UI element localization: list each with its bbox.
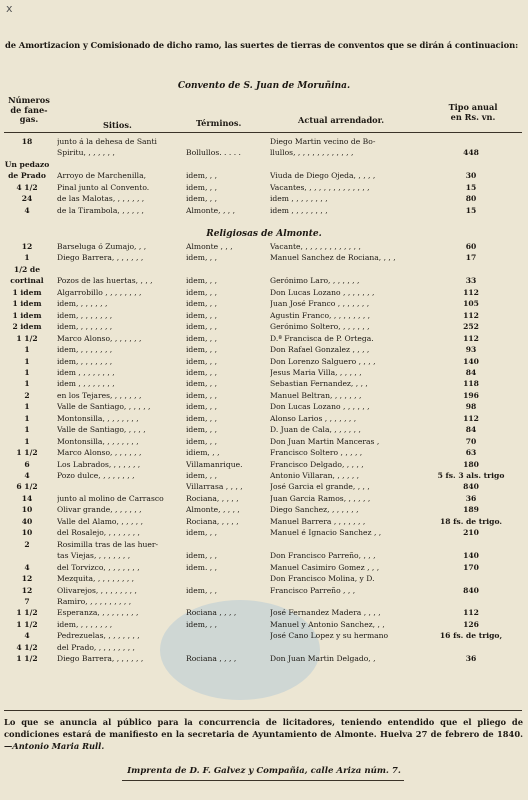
cell-v: 112 [463, 287, 479, 297]
cell-t: Almonte , , , [186, 242, 233, 251]
table-row [0, 264, 528, 275]
cell-a: José Garcia el grande, , , , [270, 482, 370, 492]
cell-a: Manuel Casimiro Gomez , , , [270, 562, 380, 572]
table-row [0, 619, 528, 630]
cell-t: idem, , , [186, 425, 218, 435]
table-row [0, 333, 528, 344]
section-title-religiosas: Religiosas de Almonte. [206, 229, 322, 239]
cell-n: 6 1/2 [16, 482, 38, 492]
cell-n: 1/2 de [13, 264, 41, 274]
cell-v: 36 [465, 654, 477, 664]
cell-a: idem , , , , , , , , [270, 205, 328, 215]
cell-n: 6 [24, 459, 30, 469]
cell-s: Diego Barrera, , , , , , , [57, 253, 144, 263]
table-row [0, 573, 528, 584]
cell-s: Montonsilla, , , , , , , , [57, 413, 139, 423]
cell-t: Bollullos. . . . . [186, 148, 241, 158]
cell-s: Olivarejos, , , , , , , , , [57, 585, 137, 595]
cell-v: 112 [463, 310, 479, 320]
table-row [0, 252, 528, 263]
table-row [0, 310, 528, 321]
cell-t: idem, , , [186, 390, 218, 400]
cell-n: 1 1/2 [16, 333, 38, 343]
cell-s: Mezquita, , , , , , , , , [57, 574, 135, 584]
cell-s: Diego Barrera, , , , , , , [57, 654, 144, 664]
cell-v: 5 fs. 3 als. trigo [437, 471, 505, 480]
cell-s: en los Tejares, , , , , , , [57, 390, 142, 400]
cell-a: Manuel é Ignacio Sanchez , , [270, 528, 382, 538]
cell-a: Francisco Delgado, , , , , [270, 459, 364, 469]
cell-t: idem, , , [186, 356, 218, 366]
table-row [0, 287, 528, 298]
cell-a: Don Juan Martin Manceras , [270, 436, 380, 446]
cell-t: idem, , , [186, 528, 218, 538]
cell-n: 4 [24, 631, 30, 641]
cell-v: 70 [465, 436, 477, 446]
cell-t: idiem, , , [186, 448, 220, 458]
cell-t: idem, , , [186, 253, 218, 263]
cell-a: Gerónimo Laro, , , , , , , [270, 276, 360, 286]
cell-a: Manuel Beltran, , , , , , , [270, 390, 362, 400]
cell-a: José Fernandez Madera , , , , [270, 608, 381, 618]
cell-s: idem, , , , , , , , [57, 310, 113, 320]
cell-t: Rociana , , , , [186, 608, 237, 618]
cell-a: Antonio Villaran, , , , , , [270, 471, 360, 480]
cell-n: 24 [21, 194, 33, 204]
imprint: Imprenta de D. F. Galvez y Compañia, calle Ariza núm. 7. [127, 766, 401, 776]
cell-n: 14 [21, 493, 33, 503]
cell-t: idem, , , [186, 619, 218, 629]
table-row [0, 136, 528, 147]
cell-n: 4 1/2 [16, 642, 38, 652]
cell-v: 196 [463, 390, 479, 400]
cell-t: idem, , , [186, 194, 218, 204]
table-row [0, 481, 528, 492]
cell-s: del Torvizco, , , , , , , , [57, 562, 140, 572]
cell-s: Spiritu, , , , , , , [57, 148, 115, 158]
header-numeros-line2: de fane- [10, 104, 48, 115]
cell-n: 2 [24, 539, 30, 549]
cell-n: 1 [24, 356, 30, 366]
cell-a: Agustin Franco, , , , , , , , , [270, 310, 371, 320]
table-row [0, 424, 528, 435]
cell-t: idem, , , [186, 276, 218, 286]
cell-a: Juan Garcia Ramos, , , , , , [270, 493, 371, 503]
cell-n: 1 [24, 253, 30, 263]
cell-n: de Prado [8, 171, 46, 181]
cell-n: 4 1/2 [16, 182, 38, 192]
cell-v: 63 [465, 448, 477, 458]
table-row [0, 401, 528, 412]
cell-n: 1 idem [12, 310, 42, 320]
cell-s: Los Labrados, , , , , , , [57, 459, 141, 469]
cell-a: Diego Martin vecino de Bo- [270, 137, 376, 146]
cell-n: 1 [24, 379, 30, 389]
cell-v: 15 [465, 182, 477, 192]
cell-v: 118 [463, 379, 479, 389]
cell-v: 84 [465, 425, 477, 435]
cell-s: Pinal junto al Convento. [57, 182, 150, 192]
cell-s: Pozo dulce, , , , , , , , [57, 471, 135, 480]
cell-s: Barseluga ó Zumajo, , , [57, 242, 147, 251]
table-row [0, 653, 528, 664]
cell-t: idem, , , [186, 471, 218, 480]
cell-a: Don Rafael Gonzalez , , , , [270, 345, 370, 355]
table-row [0, 275, 528, 286]
cell-s: del Prado, , , , , , , , , [57, 642, 135, 652]
cell-s: Pozos de las huertas, , , , [57, 276, 153, 286]
table-row [0, 367, 528, 378]
cell-n: 1 [24, 402, 30, 412]
cell-a: D.ª Francisca de P. Ortega. [270, 333, 374, 343]
cell-n: 10 [21, 505, 33, 515]
header-tipo-line1: Tipo anual [448, 102, 498, 112]
cell-a: Manuel y Antonio Sanchez, , , [270, 619, 385, 629]
cell-a: Vacante, , , , , , , , , , , , , [270, 242, 361, 251]
cell-v: 180 [463, 459, 479, 469]
cell-v: 105 [463, 299, 479, 309]
cell-v: 30 [465, 171, 477, 181]
table-row [0, 205, 528, 216]
cell-v: 98 [465, 402, 477, 412]
table-row [0, 170, 528, 181]
cell-n: 7 [24, 596, 30, 606]
cell-v: 840 [463, 585, 479, 595]
table-row [0, 562, 528, 573]
cell-t: idem, , , [186, 436, 218, 446]
cell-t: Rociana, , , , , [186, 516, 239, 526]
cell-s: Rosimilla tras de las huer- [57, 539, 159, 549]
cell-a: Jesus Maria Villa, , , , , , [270, 367, 362, 377]
cell-n: cortinal [10, 276, 44, 286]
closing-rule [4, 710, 522, 711]
cell-t: Villarrasa , , , , [186, 482, 243, 492]
header-sitios: Sitios. [103, 120, 132, 130]
header-arrendador: Actual arrendador. [298, 115, 385, 125]
cell-v: 18 fs. de trigo. [439, 516, 503, 526]
cell-n: 1 1/2 [16, 608, 38, 618]
cell-a: Francisco Soltero , , , , , [270, 448, 363, 458]
cell-v: 17 [465, 253, 477, 263]
cell-s: idem, , , , , , , , [57, 619, 113, 629]
cell-s: Algarrobillo , , , , , , , , [57, 287, 142, 297]
cell-s: del Rosalejo, , , , , , , , [57, 528, 140, 538]
cell-a: llullos, , , , , , , , , , , , , [270, 148, 354, 158]
table-row [0, 516, 528, 527]
cell-t: Almonte, , , , , [186, 505, 240, 515]
closing-text: Lo que se anuncia al público para la concurrencia de licitadores, teniendo entendido que el pliego de condiciones estará de manifiesto en la secretaria de Ayuntamiento de Almonte. Huelva 27 de febrero de 1840.— [4, 717, 523, 751]
cell-n: 1 1/2 [16, 619, 38, 629]
cell-a: Gerónimo Soltero, , , , , , , [270, 322, 370, 332]
table-row [0, 298, 528, 309]
cell-n: 4 [24, 205, 30, 215]
table-row [0, 585, 528, 596]
table-row [0, 539, 528, 550]
cell-n: 12 [21, 242, 33, 251]
table-row [0, 390, 528, 401]
cell-v: 93 [465, 345, 477, 355]
cell-v: 112 [463, 608, 479, 618]
cell-a: D. Juan de Cala, , , , , , , [270, 425, 361, 435]
cell-s: Valle de Santiago, , , , , [57, 425, 146, 435]
cell-t: idem, , , [186, 379, 218, 389]
cell-t: Rociana, , , , , [186, 493, 239, 503]
cell-a: Don Juan Martin Delgado, , [270, 654, 376, 664]
cell-n: 2 [24, 390, 30, 400]
header-numeros-line1: Números [8, 95, 50, 105]
table-row [0, 241, 528, 252]
cell-s: Valle del Alamo, , , , , , [57, 516, 144, 526]
cell-a: Don Lorenzo Salguero , , , , [270, 356, 376, 366]
cell-t: idem, , , [186, 367, 218, 377]
cell-a: Manuel Sanchez de Rociana, , , , [270, 253, 396, 263]
table-row [0, 447, 528, 458]
table-row [0, 493, 528, 504]
table-row [0, 344, 528, 355]
cell-n: 4 [24, 471, 30, 480]
closing-signature: Antonio Maria Rull. [12, 741, 105, 751]
cell-s: de las Malotas, , , , , , , [57, 194, 145, 204]
cell-a: idem , , , , , , , , [270, 194, 328, 204]
cell-n: 40 [21, 516, 33, 526]
cell-v: 840 [463, 482, 479, 492]
cell-n: Un pedazo [4, 159, 50, 169]
cell-n: 18 [21, 137, 33, 146]
cell-v: 15 [465, 205, 477, 215]
table-row [0, 642, 528, 653]
cell-a: Manuel Barrera , , , , , , , [270, 516, 366, 526]
cell-a: Don Francisco Parreño, , , , [270, 551, 376, 561]
cell-t: idem, , , [186, 585, 218, 595]
cell-t: Villamanrique. [186, 459, 243, 469]
cell-v: 189 [463, 505, 479, 515]
cell-t: idem, , , [186, 551, 218, 561]
cell-s: Pedrezuelas, , , , , , , , [57, 631, 140, 641]
table-row [0, 378, 528, 389]
header-tipo-line2: en Rs. vn. [450, 111, 496, 122]
cell-a: Don Lucas Lozano , , , , , , [270, 402, 370, 412]
cell-v: 126 [463, 619, 479, 629]
cell-n: 2 idem [12, 322, 42, 332]
table-row [0, 630, 528, 641]
table-row [0, 459, 528, 470]
cell-a: Francisco Parreño , , , [270, 585, 356, 595]
table-row [0, 321, 528, 332]
cell-s: idem, , , , , , , [57, 299, 108, 309]
cell-v: 16 fs. de trigo, [439, 631, 503, 641]
cell-n: 10 [21, 528, 33, 538]
cell-v: 252 [463, 322, 479, 332]
cell-s: Montonsilla, , , , , , , , [57, 436, 139, 446]
cell-s: tas Viejas, , , , , , , , [57, 551, 131, 561]
cell-v: 33 [465, 276, 477, 286]
closing-paragraph [4, 716, 523, 752]
cell-t: idem, , , [186, 287, 218, 297]
table-row [0, 596, 528, 607]
cell-a: Sebastian Fernandez, , , , [270, 379, 368, 389]
cell-t: idem, , , [186, 402, 218, 412]
cell-s: Olivar grande, , , , , , , [57, 505, 142, 515]
table-row [0, 193, 528, 204]
section-title-convento: Convento de S. Juan de Moruñina. [177, 81, 351, 91]
cell-t: Almonte, , , , [186, 205, 236, 215]
header-numeros-line3: gas. [19, 114, 39, 124]
cell-v: 60 [465, 242, 477, 251]
table-row [0, 182, 528, 193]
table-row [0, 504, 528, 515]
table-row [0, 550, 528, 561]
cell-t: idem, , , [186, 333, 218, 343]
header-rule [4, 132, 522, 133]
cell-n: 1 [24, 367, 30, 377]
cell-s: junto al molino de Carrasco [57, 493, 164, 503]
cell-s: Arroyo de Marchenilla, [57, 171, 147, 181]
cell-v: 112 [463, 413, 479, 423]
cell-v: 448 [463, 148, 479, 158]
cell-n: 4 [24, 562, 30, 572]
cell-v: 84 [465, 367, 477, 377]
cell-v: 210 [463, 528, 479, 538]
cell-a: José Cano Lopez y su hermano [270, 631, 389, 641]
cell-a: Alonso Larios , , , , , , , [270, 413, 357, 423]
cell-s: Marco Alonso, , , , , , , [57, 448, 142, 458]
header-tipo [428, 103, 518, 122]
cell-t: idem, , , [186, 299, 218, 309]
cell-a: Don Francisco Molina, y D. [270, 574, 375, 584]
cell-s: idem , , , , , , , , [57, 367, 115, 377]
cell-a: Viuda de Diego Ojeda, , , , , [270, 171, 376, 181]
cell-t: idem, , , [186, 345, 218, 355]
cell-s: junto á la dehesa de Santi [57, 137, 157, 146]
cell-v: 170 [463, 562, 479, 572]
cell-n: 12 [21, 574, 33, 584]
cell-n: 1 [24, 425, 30, 435]
intro-paragraph: de Amortizacion y Comisionado de dicho ramo, las suertes de tierras de conventos que se dirán á continuacion: [5, 40, 519, 50]
table-row [0, 436, 528, 447]
cell-t: idem. , , [186, 562, 218, 572]
cell-v: 36 [465, 493, 477, 503]
cell-t: idem, , , [186, 413, 218, 423]
cell-s: Ramiro, , , , , , , , , , [57, 596, 132, 606]
cell-a: Vacantes, , , , , , , , , , , , , , [270, 182, 370, 192]
cell-s: Esperanza, , , , , , , , , [57, 608, 139, 618]
cell-n: 1 1/2 [16, 448, 38, 458]
table-row [0, 413, 528, 424]
cell-n: 1 [24, 413, 30, 423]
table-row [0, 159, 528, 170]
header-numeros [5, 96, 53, 125]
cell-v: 140 [463, 356, 479, 366]
cell-t: idem, , , [186, 310, 218, 320]
cell-v: 140 [463, 551, 479, 561]
cell-t: idem, , , [186, 182, 218, 192]
table-row [0, 147, 528, 158]
table-row [0, 607, 528, 618]
table-row [0, 470, 528, 481]
cell-v: 112 [463, 333, 479, 343]
cell-n: 1 [24, 436, 30, 446]
cell-a: Don Lucas Lozano , , , , , , , [270, 287, 375, 297]
table-row [0, 527, 528, 538]
cell-s: idem, , , , , , , , [57, 322, 113, 332]
imprint-rule [122, 780, 404, 781]
cell-s: idem, , , , , , , , [57, 356, 113, 366]
cell-v: 80 [465, 194, 477, 204]
cell-n: 1 1/2 [16, 654, 38, 664]
cell-t: Rociana , , , , [186, 654, 237, 664]
cell-t: idem, , , [186, 322, 218, 332]
header-terminos: Términos. [196, 118, 242, 128]
cell-n: 1 idem [12, 299, 42, 309]
cell-a: Diego Sanchez, , , , , , , [270, 505, 359, 515]
cell-s: idem , , , , , , , , [57, 379, 115, 389]
cell-a: Juan José Franco , , , , , , , [270, 299, 370, 309]
cell-n: 12 [21, 585, 33, 595]
cell-s: Marco Alonso, , , , , , , [57, 333, 142, 343]
cell-n: 1 idem [12, 287, 42, 297]
cell-t: idem, , , [186, 171, 218, 181]
cell-n: 1 [24, 345, 30, 355]
page-mark: x [6, 2, 13, 15]
cell-s: idem, , , , , , , , [57, 345, 113, 355]
table-row [0, 356, 528, 367]
cell-s: Valle de Santiago, , , , , , [57, 402, 151, 412]
cell-s: de la Tirambola, , , , , , [57, 205, 144, 215]
